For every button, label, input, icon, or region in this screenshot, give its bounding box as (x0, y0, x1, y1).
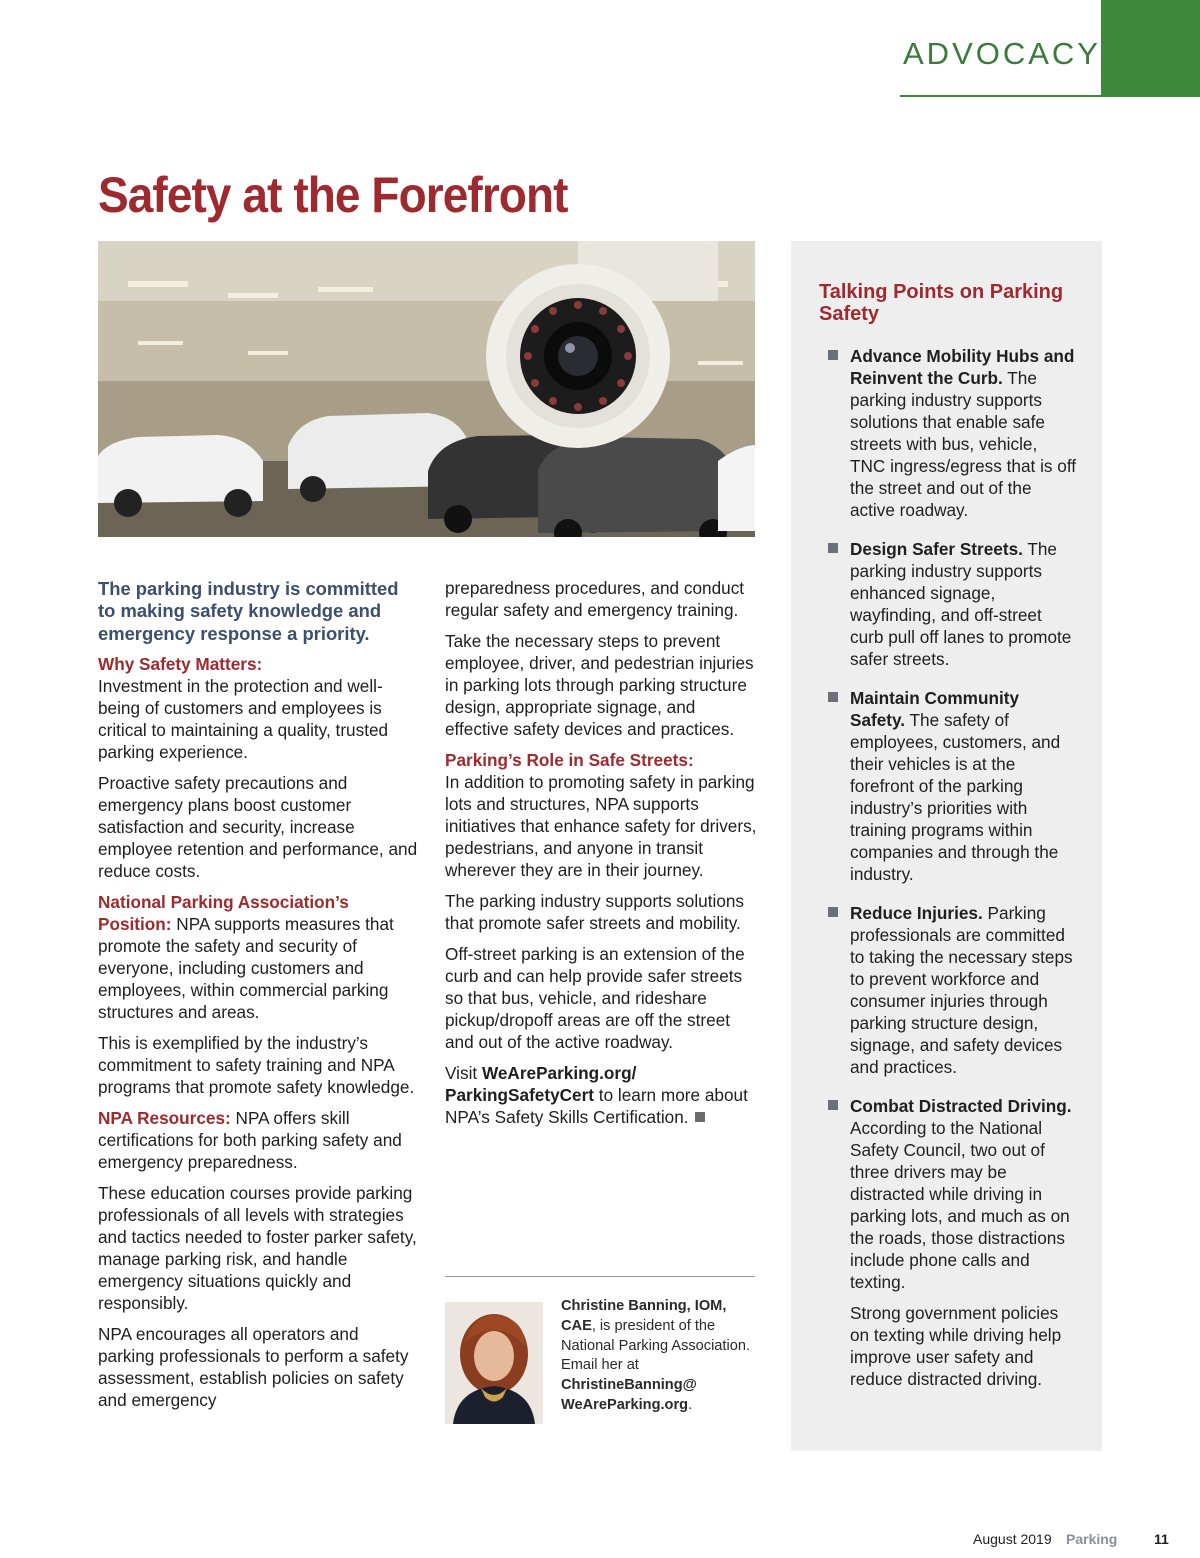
talking-point-body: The parking industry supports solutions that enable safe streets with bus, vehicle, TNC ingress/egress that is off the street and out of the active roadway. (850, 368, 1077, 520)
paragraph-text: NPA offers skill certifications for both parking safety and emergency preparedness. (98, 1108, 402, 1173)
author-bio-end: . (688, 1396, 693, 1413)
sidebar-title: Talking Points on Parking Safety (819, 281, 1064, 325)
talking-point-heading: Reduce Injuries. (850, 903, 983, 923)
paragraph-role (445, 749, 760, 881)
author-bio-text: , is president of the National Parking Association. Email her at (561, 1317, 751, 1374)
visit-suffix: to learn more about NPA’s Safety Skills Certification. (445, 1085, 748, 1127)
article-title: Safety at the Forefront (98, 167, 568, 223)
paragraph-text: The parking industry supports solutions that promote safer streets and mobility. (445, 891, 745, 933)
bullet-square-icon (828, 350, 838, 360)
section-rule (900, 95, 1200, 97)
paragraph-text: NPA supports measures that promote the safety and security of everyone, including customers and employees, within commercial parking structures and areas. (98, 914, 394, 1023)
visit-prefix: Visit (445, 1063, 482, 1083)
author-portrait (445, 1302, 543, 1424)
talking-point (827, 687, 1077, 885)
article-intro: The parking industry is committed to making safety knowledge and emergency response a priority. (98, 578, 399, 644)
section-color-block (1101, 0, 1200, 97)
bullet-square-icon (828, 692, 838, 702)
talking-points-sidebar (791, 241, 1102, 1451)
author-divider (445, 1276, 755, 1277)
bullet-square-icon (828, 543, 838, 553)
paragraph-text: Investment in the protection and well-being of customers and employees is critical to maintaining a quality, trusted parking experience. (98, 676, 389, 763)
paragraph-text: Take the necessary steps to prevent employee, driver, and pedestrian injuries in parking lots through parking structure design, appropriate signage, and effective safety devices and practices. (445, 631, 754, 739)
talking-point (827, 538, 1077, 670)
author-email-link[interactable]: ChristineBanning@ WeAreParking.org (561, 1377, 697, 1413)
heading-parking-role: Parking’s Role in Safe Streets: (445, 750, 694, 770)
author-name: Christine Banning, IOM, CAE (561, 1298, 727, 1334)
parking-garage-camera-illustration (98, 241, 755, 537)
talking-point-body: The parking industry supports enhanced signage, wayfinding, and off-street curb pull off lanes to promote safer streets. (850, 539, 1072, 669)
section-label: ADVOCACY (903, 36, 1101, 71)
bullet-square-icon (828, 907, 838, 917)
heading-why-safety-matters: Why Safety Matters: (98, 654, 263, 675)
talking-point-heading: Advance Mobility Hubs and Reinvent the Curb. (850, 346, 1075, 388)
talking-point (827, 902, 1077, 1078)
talking-point-extra: Strong government policies on texting while driving help improve user safety and reduce distracted driving. (850, 1303, 1062, 1389)
paragraph-visit (445, 1062, 760, 1128)
talking-point-heading: Design Safer Streets. (850, 539, 1023, 559)
end-mark-icon (695, 1112, 705, 1122)
paragraph-text: These education courses provide parking professionals of all levels with strategies and tactics needed to foster parker safety, manage parking risk, and handle emergency situations quickly and responsibly. (98, 1183, 417, 1314)
talking-point (827, 345, 1077, 521)
paragraph-text: NPA encourages all operators and parking professionals to perform a safety assessment, establish policies on safety and emergency (98, 1324, 409, 1411)
paragraph-text: preparedness procedures, and conduct regular safety and emergency training. (445, 578, 745, 620)
heading-npa-resources: NPA Resources: (98, 1108, 231, 1129)
talking-point-body: Parking professionals are committed to taking the necessary steps to prevent workforce and consumer injuries through parking structure design, signage, and safety devices and practices. (850, 903, 1073, 1077)
paragraph-npa-position (98, 891, 418, 1023)
talking-point-body: According to the National Safety Council, two out of three drivers may be distracted while driving in parking lots, and much as on the roads, those distractions include phone calls and texting. (850, 1118, 1070, 1292)
heading-npa-position: National Parking Association’s Position: (98, 892, 349, 935)
magazine-name: Parking (1066, 1531, 1118, 1547)
article-column-left (98, 578, 418, 1420)
article-column-middle (445, 577, 760, 1137)
talking-point-body: The safety of employees, customers, and their vehicles is at the forefront of the parking industry’s priorities with training programs within companies and through the industry. (850, 710, 1061, 884)
certification-link[interactable]: WeAreParking.org/ ParkingSafetyCert (445, 1063, 637, 1105)
paragraph-text: Off-street parking is an extension of the curb and can help provide safer streets so that bus, vehicle, and rideshare pickup/dropoff areas are off the street and out of the active roadway. (445, 944, 745, 1052)
talking-point-heading: Maintain Community Safety. (850, 688, 1020, 730)
paragraph-text: This is exemplified by the industry’s commitment to safety training and NPA programs that promote safety knowledge. (98, 1033, 415, 1098)
bullet-square-icon (828, 1100, 838, 1110)
section-tag (900, 0, 1200, 97)
paragraph-text: In addition to promoting safety in parking lots and structures, NPA supports initiatives that enhance safety for drivers, pedestrians, and anyone in transit wherever they are in their journey. (445, 772, 757, 880)
author-photo (445, 1302, 543, 1424)
author-bio (561, 1297, 761, 1416)
talking-points-list (827, 345, 1077, 1407)
paragraph-npa-resources (98, 1107, 418, 1173)
paragraph-text: Proactive safety precautions and emergency plans boost customer satisfaction and security, increase employee retention and performance, and reduce costs. (98, 773, 418, 882)
talking-point (827, 1095, 1077, 1390)
issue-date: August 2019 (973, 1531, 1052, 1547)
talking-point-heading: Combat Distracted Driving. (850, 1096, 1072, 1116)
paragraph-why (98, 653, 418, 763)
page-number: 11 (1154, 1531, 1169, 1547)
hero-image (98, 241, 755, 537)
